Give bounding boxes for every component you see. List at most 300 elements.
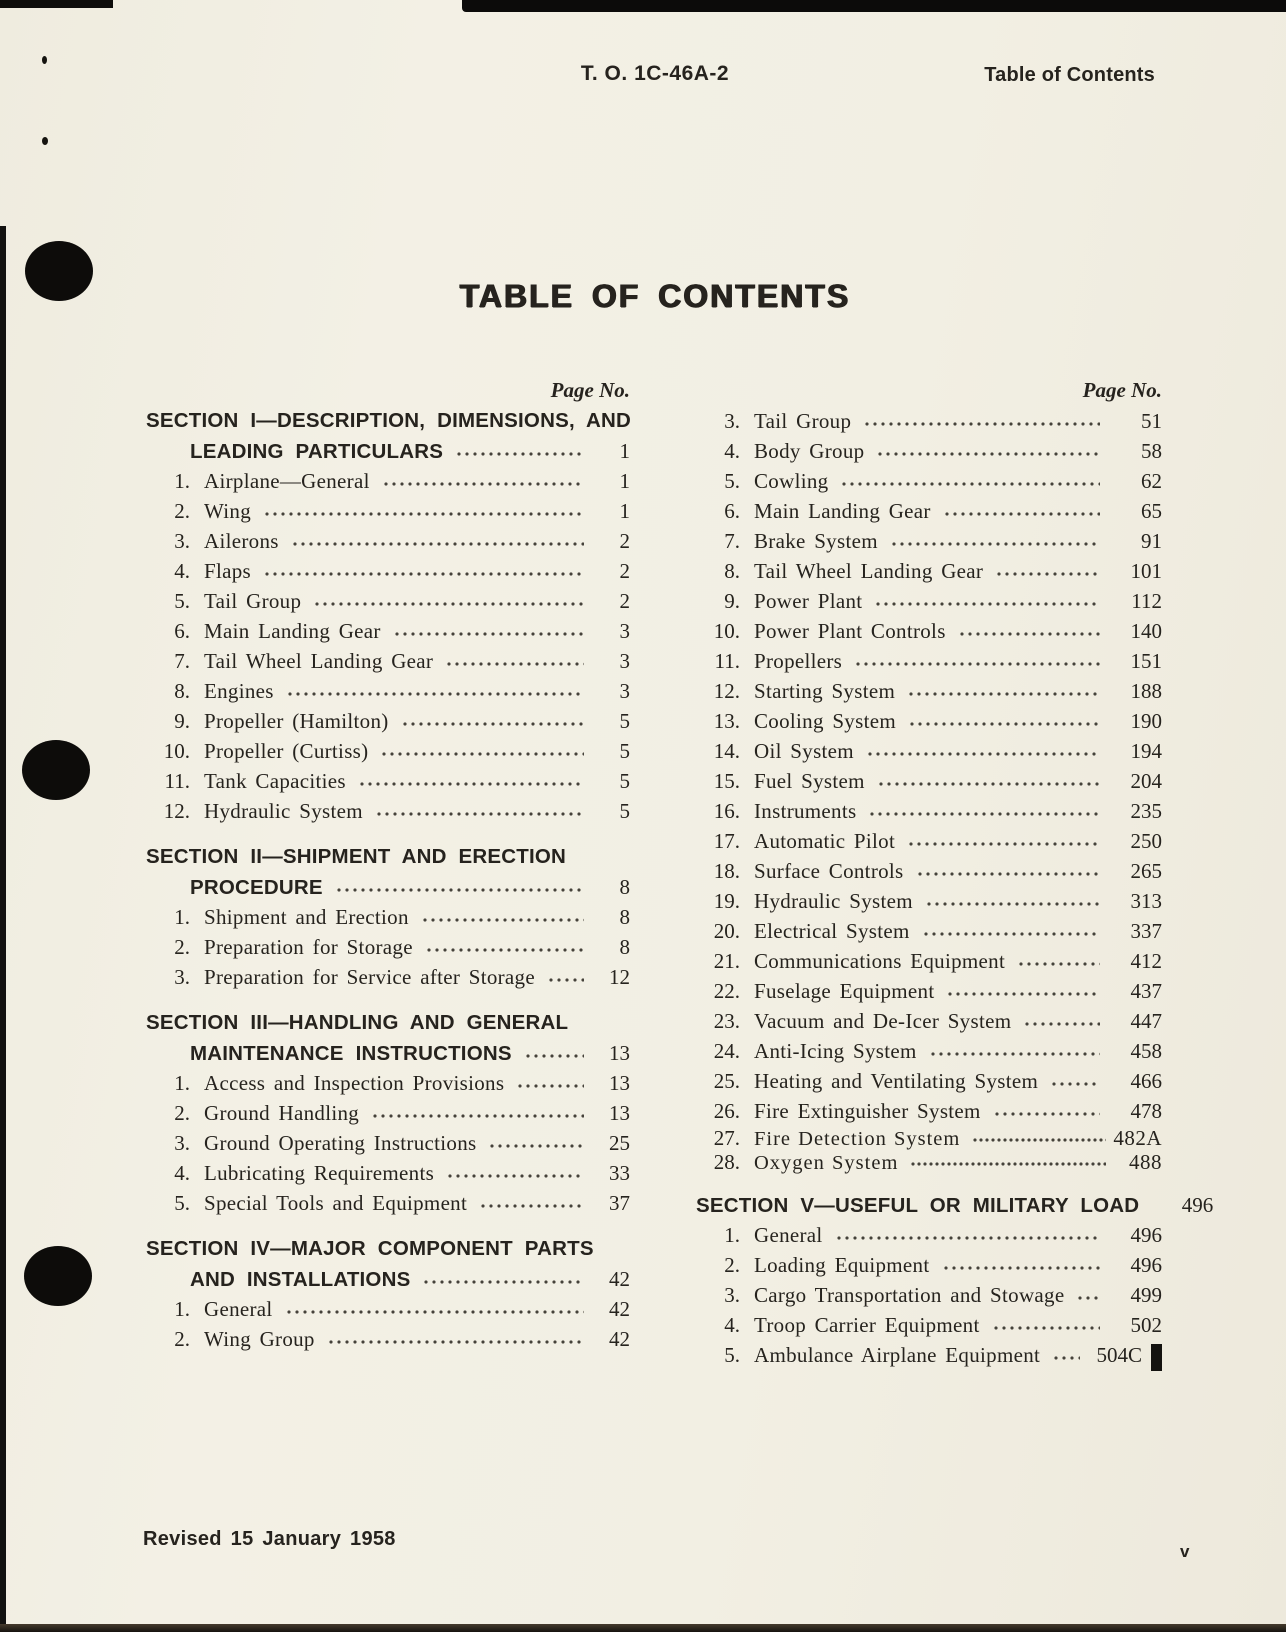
entry-title: Tail Group [754,409,852,433]
entry-title: Wing [204,499,252,523]
toc-entry [146,736,630,766]
entry-number: 9. [724,589,740,613]
dot-leader [907,676,1100,706]
page-number: 235 [1130,799,1162,823]
entry-number: 2. [174,1101,190,1125]
entry-number: 24. [713,1039,740,1063]
section-heading-text: SECTION V—USEFUL OR MILITARY LOAD [696,1194,1140,1217]
entry-number: 5. [174,589,190,613]
dot-leader [382,466,584,496]
page-number: 194 [1130,739,1162,763]
page-number: 499 [1130,1283,1162,1307]
entry-title: General [754,1223,823,1247]
dot-leader [910,1150,1106,1174]
page-number: 2 [619,529,630,553]
page-number: 8 [619,935,630,959]
entry-number: 4. [174,559,190,583]
page-number: 3 [619,649,630,673]
entry-number: 4. [724,1313,740,1337]
entry-number: 2. [174,1327,190,1351]
entry-number: 1. [174,469,190,493]
revision-note: Revised 15 January 1958 [143,1528,396,1550]
toc-entry [696,1006,1162,1036]
dot-leader [516,1068,584,1098]
entry-number: 3. [724,409,740,433]
entry-title: Fuselage Equipment [754,979,935,1003]
entry-number: 7. [724,529,740,553]
section-heading-row [146,1038,630,1068]
toc-entry [696,976,1162,1006]
entry-title: Power Plant Controls [754,619,946,643]
page-number: 5 [619,769,630,793]
dot-leader [393,616,584,646]
entry-title: Power Plant [754,589,863,613]
entry-title: Fire Detection System [754,1128,961,1150]
dot-leader [1076,1280,1100,1310]
toc-section [146,1234,630,1354]
entry-number: 2. [724,1253,740,1277]
toc-entries [696,406,1214,1370]
section-heading-row [146,1264,630,1294]
page-number: 112 [1131,589,1162,613]
entry-number: 27. [713,1126,740,1150]
dot-leader [425,932,584,962]
dot-leader [327,1324,584,1354]
page-number: 337 [1130,919,1162,943]
entry-number: 7. [174,649,190,673]
toc-entry [696,886,1162,916]
page-number: 412 [1130,949,1162,973]
entry-title: Propeller (Hamilton) [204,709,389,733]
entry-title: Cooling System [754,709,896,733]
toc-entry [696,1310,1162,1340]
toc-section [146,1008,630,1218]
scan-edge-top-right [462,0,1286,12]
dot-leader [358,766,584,796]
section-heading-line: SECTION IV—MAJOR COMPONENT PARTS [146,1237,594,1260]
page-number: 1 [619,469,630,493]
entry-number: 8. [724,559,740,583]
page-number: 1 [619,439,630,463]
page-number: 458 [1130,1039,1162,1063]
dot-leader [422,1264,584,1294]
entry-title: Troop Carrier Equipment [754,1313,980,1337]
toc-section [696,1190,1214,1370]
toc-entry [146,962,630,992]
entry-number: 1. [174,1297,190,1321]
entry-number: 3. [174,1131,190,1155]
section-heading-line: SECTION I—DESCRIPTION, DIMENSIONS, AND [146,409,631,432]
entry-number: 17. [713,829,740,853]
entry-title: Main Landing Gear [204,619,381,643]
page-number: 37 [609,1191,630,1215]
toc-entry [696,736,1162,766]
toc-entry [696,646,1162,676]
page-number: 250 [1130,829,1162,853]
page-number: 482A [1113,1126,1162,1150]
dot-leader [925,886,1100,916]
page-number: 488 [1129,1150,1162,1174]
entry-title: Automatic Pilot [754,829,896,853]
page-number: 13 [609,1071,630,1095]
entry-number: 5. [174,1191,190,1215]
page-number: 101 [1130,559,1162,583]
toc-column-left [146,374,630,1354]
entry-number: 11. [164,769,190,793]
page-number: 504C [1096,1343,1142,1367]
dot-leader [421,902,584,932]
entry-title: Tail Wheel Landing Gear [754,559,984,583]
dot-leader [922,916,1100,946]
dot-leader [524,1038,584,1068]
toc-entry [696,856,1162,886]
dot-leader [375,796,584,826]
entry-number: 13. [713,709,740,733]
toc-entry [146,616,630,646]
entry-title: Preparation for Storage [204,935,413,959]
toc-entry [146,706,630,736]
toc-entry [696,1066,1162,1096]
toc-entry [146,1098,630,1128]
entry-title: Hydraulic System [204,799,363,823]
dot-leader [874,586,1100,616]
dot-leader [446,1158,584,1188]
entry-number: 18. [713,859,740,883]
dot-leader [1017,946,1100,976]
page-title: TABLE OF CONTENTS [459,278,851,314]
entry-title: Ambulance Airplane Equipment [754,1343,1041,1367]
toc-entry [696,616,1162,646]
dot-leader [943,496,1100,526]
entry-number: 2. [174,935,190,959]
entry-number: 19. [713,889,740,913]
page-number: 5 [619,739,630,763]
toc-entry [146,902,630,932]
entry-number: 25. [713,1069,740,1093]
page-no-label: Page No. [550,378,630,402]
dot-leader [958,616,1100,646]
toc-entry [696,1340,1162,1370]
page-number: 188 [1130,679,1162,703]
page-number: 13 [609,1101,630,1125]
entry-title: Vacuum and De-Icer System [754,1009,1012,1033]
dot-leader [840,466,1100,496]
dot-leader [854,646,1100,676]
page-number: 62 [1141,469,1162,493]
toc-entry [696,1280,1162,1310]
section-heading-text: LEADING PARTICULARS [190,440,444,463]
dot-leader [942,1250,1101,1280]
entry-number: 3. [174,529,190,553]
page-number: 204 [1130,769,1162,793]
entry-number: 2. [174,499,190,523]
page-number: 42 [609,1327,630,1351]
page-number: 151 [1130,649,1162,673]
dot-leader [455,436,584,466]
page-number: 5 [619,799,630,823]
dot-leader [995,556,1100,586]
dot-leader [868,796,1100,826]
running-head-section: Table of Contents [984,64,1155,86]
page-number: 2 [619,589,630,613]
dot-leader [863,406,1100,436]
entry-title: Anti-Icing System [754,1039,917,1063]
page-number: 42 [609,1297,630,1321]
entry-title: Main Landing Gear [754,499,931,523]
entry-number: 4. [724,439,740,463]
document-number: T. O. 1C-46A-2 [580,62,730,85]
entry-number: 1. [724,1223,740,1247]
page-number: 437 [1130,979,1162,1003]
dot-leader [445,646,584,676]
toc-entry [696,1220,1162,1250]
entry-title: Lubricating Requirements [204,1161,435,1185]
toc-entry [146,1294,630,1324]
page-number: 13 [609,1041,630,1065]
toc-entry [696,946,1162,976]
dot-leader [1052,1340,1080,1370]
toc-section-continuation [696,406,1162,1174]
toc-entry [696,406,1162,436]
toc-entry [146,676,630,706]
page-number: 140 [1130,619,1162,643]
entry-title: Cargo Transportation and Stowage [754,1283,1065,1307]
entry-title: Loading Equipment [754,1253,930,1277]
section-heading-text: MAINTENANCE INSTRUCTIONS [190,1042,512,1065]
dot-leader [993,1096,1100,1126]
toc-entry [146,496,630,526]
entry-number: 3. [724,1283,740,1307]
binder-hole-icon [24,1246,92,1306]
page-number: 190 [1130,709,1162,733]
toc-entry [696,496,1162,526]
entry-number: 9. [174,709,190,733]
dot-leader [972,1126,1106,1150]
dot-leader [929,1036,1100,1066]
change-bar [1151,1344,1162,1371]
page-number: 265 [1130,859,1162,883]
toc-entry [696,916,1162,946]
dot-leader [1023,1006,1100,1036]
section-heading-text: AND INSTALLATIONS [190,1268,411,1291]
toc-section [146,842,630,992]
toc-entry [146,646,630,676]
toc-entry [146,556,630,586]
toc-entry [146,1068,630,1098]
toc-entry [146,586,630,616]
entry-number: 6. [174,619,190,643]
page-number: 3 [619,619,630,643]
dot-leader [313,586,584,616]
toc-entry [146,796,630,826]
toc-entry [146,1324,630,1354]
dot-leader [335,872,584,902]
page-number: 496 [1130,1223,1162,1247]
page-number: 478 [1130,1099,1162,1123]
section-heading-row [146,436,630,466]
dot-leader [291,526,584,556]
entry-title: Access and Inspection Provisions [204,1071,505,1095]
entry-title: Propeller (Curtiss) [204,739,369,763]
entry-title: Communications Equipment [754,949,1006,973]
entry-title: Propellers [754,649,843,673]
entry-number: 21. [713,949,740,973]
entry-number: 22. [713,979,740,1003]
page-number: 466 [1130,1069,1162,1093]
dot-leader [263,496,584,526]
entry-number: 12. [163,799,190,823]
entry-title: Oil System [754,739,854,763]
dot-leader [908,706,1100,736]
entry-title: General [204,1297,273,1321]
toc-entries [146,406,630,1354]
entry-number: 1. [174,1071,190,1095]
entry-title: Ailerons [204,529,279,553]
toc-entry [696,766,1162,796]
entry-title: Starting System [754,679,896,703]
page-number: 8 [619,905,630,929]
entry-number: 15. [713,769,740,793]
entry-title: Fuel System [754,769,865,793]
toc-entry [696,586,1162,616]
section-heading-row [146,872,630,902]
entry-number: 1. [174,905,190,929]
dot-leader [263,556,584,586]
entry-title: Tail Wheel Landing Gear [204,649,434,673]
entry-title: Flaps [204,559,252,583]
entry-number: 26. [713,1099,740,1123]
scan-edge-left [0,226,6,1632]
dot-leader [1050,1066,1100,1096]
dot-leader [866,736,1100,766]
entry-title: Shipment and Erection [204,905,409,929]
page-number: 313 [1130,889,1162,913]
toc-entry [146,526,630,556]
dot-leader [877,766,1100,796]
entry-title: Engines [204,679,274,703]
entry-title: Airplane—General [204,469,370,493]
toc-entry [146,1128,630,1158]
toc-entry [696,466,1162,496]
entry-title: Hydraulic System [754,889,913,913]
dot-leader [835,1220,1100,1250]
page-number: 58 [1141,439,1162,463]
entry-number: 5. [724,469,740,493]
section-heading-row [696,1190,1214,1220]
scan-edge-top-left [0,0,113,8]
entry-title: Oxygen System [754,1152,899,1174]
toc-entry [146,766,630,796]
entry-number: 28. [713,1150,740,1174]
page-number: 33 [609,1161,630,1185]
dot-leader [547,962,584,992]
entry-number: 5. [724,1343,740,1367]
entry-title: Surface Controls [754,859,904,883]
dot-leader [907,826,1100,856]
dot-leader [488,1128,584,1158]
page-number: 5 [619,709,630,733]
toc-entry [696,1150,1162,1174]
dot-leader [380,736,584,766]
toc-entry [696,1096,1162,1126]
toc-entry [146,932,630,962]
entry-number: 11. [714,649,740,673]
entry-title: Preparation for Service after Storage [204,965,535,989]
toc-entry [146,466,630,496]
entry-number: 14. [713,739,740,763]
entry-title: Instruments [754,799,857,823]
page-number: 91 [1141,529,1162,553]
entry-title: Heating and Ventilating System [754,1069,1039,1093]
entry-title: Brake System [754,529,878,553]
page-number: 42 [609,1267,630,1291]
page-number: 3 [619,679,630,703]
scan-artifact [42,137,48,145]
entry-number: 6. [724,499,740,523]
dot-leader [946,976,1100,1006]
entry-number: 3. [174,965,190,989]
dot-leader [401,706,584,736]
entry-title: Electrical System [754,919,910,943]
dot-leader [876,436,1100,466]
entry-title: Special Tools and Equipment [204,1191,468,1215]
dot-leader [285,1294,584,1324]
section-heading-line: SECTION II—SHIPMENT AND ERECTION [146,845,566,868]
toc-entry [696,796,1162,826]
entry-number: 10. [713,619,740,643]
folio-page-number: v [1180,1542,1190,1561]
dot-leader [992,1310,1100,1340]
entry-number: 23. [713,1009,740,1033]
toc-entry [146,1158,630,1188]
page-number: 51 [1141,409,1162,433]
entry-number: 10. [163,739,190,763]
toc-entry [696,436,1162,466]
dot-leader [286,676,584,706]
entry-title: Fire Extinguisher System [754,1099,981,1123]
page-number: 502 [1130,1313,1162,1337]
entry-title: Wing Group [204,1327,315,1351]
dot-leader [479,1188,584,1218]
toc-column-right [696,374,1214,1370]
section-heading-text: PROCEDURE [190,876,323,899]
page-number: 496 [1181,1193,1214,1217]
entry-number: 12. [713,679,740,703]
toc-entry [696,526,1162,556]
section-heading-line: SECTION III—HANDLING AND GENERAL [146,1011,569,1034]
page-number: 496 [1130,1253,1162,1277]
toc-entry [696,826,1162,856]
dot-leader [916,856,1100,886]
entry-number: 20. [713,919,740,943]
toc-entry [696,1126,1162,1150]
dot-leader [371,1098,584,1128]
toc-entry [696,1250,1162,1280]
entry-number: 4. [174,1161,190,1185]
toc-entry [696,676,1162,706]
toc-entry [146,1188,630,1218]
toc-entry [696,1036,1162,1066]
entry-title: Ground Operating Instructions [204,1131,477,1155]
toc-entry [696,706,1162,736]
page-no-label: Page No. [1082,378,1162,402]
page-number: 2 [619,559,630,583]
binder-hole-icon [22,740,90,800]
page-number: 12 [609,965,630,989]
page-number: 8 [619,875,630,899]
entry-title: Body Group [754,439,865,463]
page-number: 447 [1130,1009,1162,1033]
